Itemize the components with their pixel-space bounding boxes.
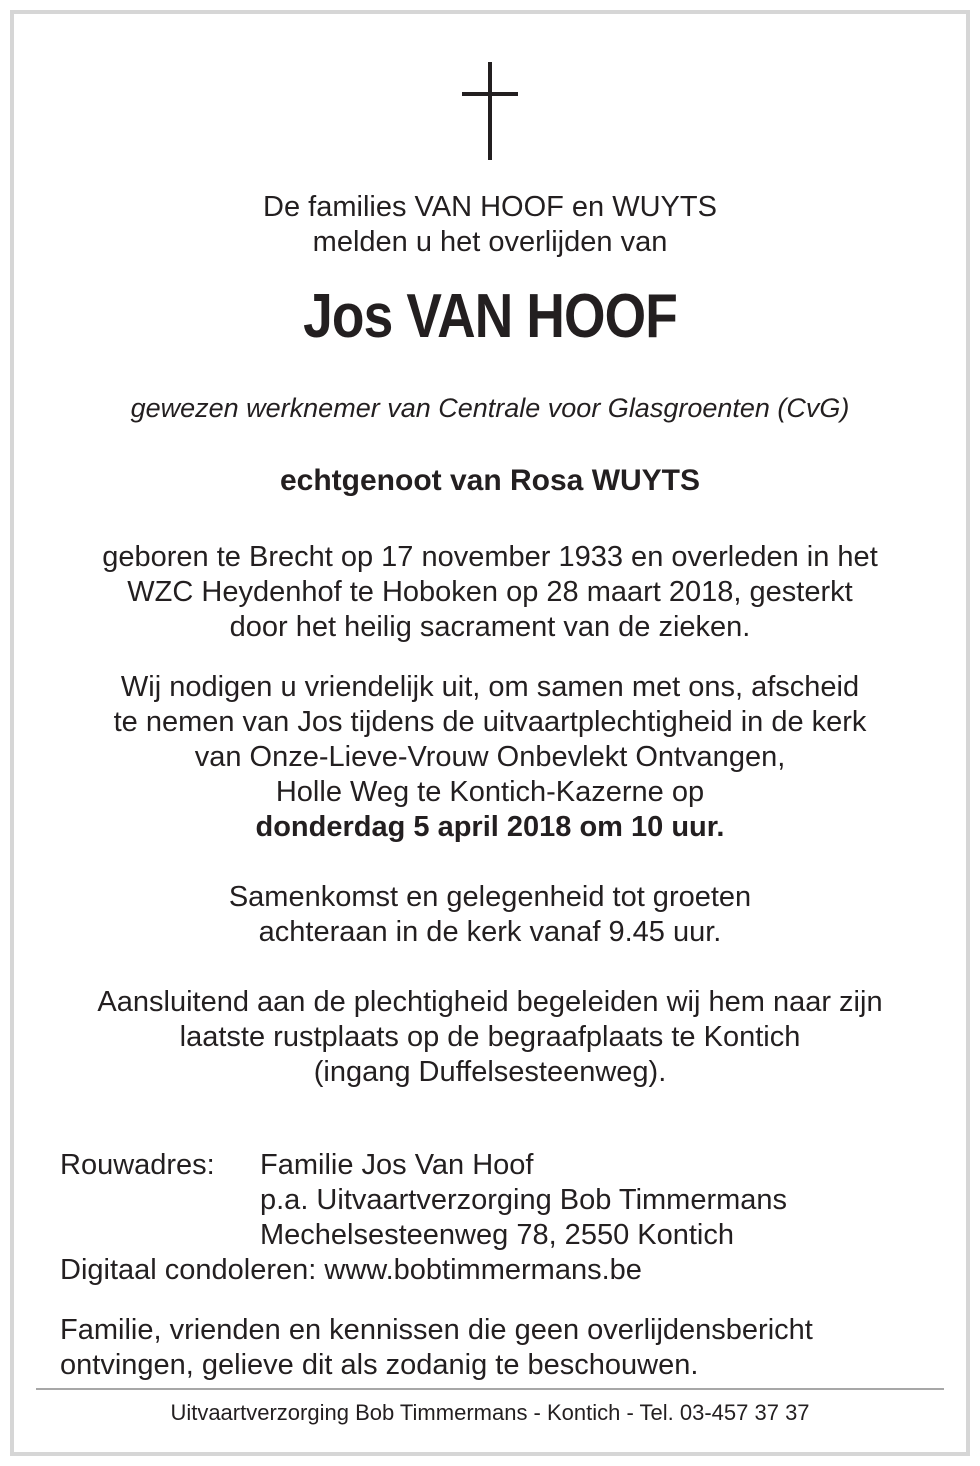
birth-death-line-1: geboren te Brecht op 17 november 1933 en overleden in het bbox=[102, 541, 878, 573]
footer-text: Uitvaartverzorging Bob Timmermans - Kontich - Tel. 03-457 37 37 bbox=[170, 1400, 810, 1425]
footer-divider bbox=[36, 1388, 944, 1390]
notice-line-1: Familie, vrienden en kennissen die geen overlijdensbericht bbox=[60, 1314, 813, 1346]
invitation-line-2: te nemen van Jos tijdens de uitvaartplechtigheid in de kerk bbox=[113, 706, 867, 738]
invitation-line-4: Holle Weg te Kontich-Kazerne op bbox=[275, 776, 705, 808]
intro-line-1: De families VAN HOOF en WUYTS bbox=[263, 191, 717, 223]
funeral-date-time: donderdag 5 april 2018 om 10 uur. bbox=[255, 811, 725, 843]
address-line-2: p.a. Uitvaartverzorging Bob Timmermans bbox=[260, 1184, 788, 1216]
address-label: Rouwadres: bbox=[60, 1149, 215, 1181]
deceased-name: Jos VAN HOOF bbox=[303, 282, 677, 351]
invitation-line-1: Wij nodigen u vriendelijk uit, om samen met ons, afscheid bbox=[120, 671, 860, 703]
birth-death-line-2: WZC Heydenhof te Hoboken op 28 maart 2018, gesterkt bbox=[127, 576, 853, 608]
spouse: echtgenoot van Rosa WUYTS bbox=[279, 464, 701, 497]
address-line-1: Familie Jos Van Hoof bbox=[260, 1149, 534, 1181]
invitation-line-3: van Onze-Lieve-Vrouw Onbevlekt Ontvangen, bbox=[194, 741, 786, 773]
intro-line-2: melden u het overlijden van bbox=[312, 226, 668, 258]
burial-line-3: (ingang Duffelsesteenweg). bbox=[313, 1056, 667, 1088]
address-block bbox=[260, 1148, 787, 1253]
online-condolence: Digitaal condoleren: www.bobtimmermans.be bbox=[60, 1254, 642, 1286]
notice-line-2: ontvingen, gelieve dit als zodanig te beschouwen. bbox=[60, 1349, 699, 1381]
burial-line-2: laatste rustplaats op de begraafplaats te Kontich bbox=[179, 1021, 801, 1053]
burial-line-1: Aansluitend aan de plechtigheid begeleiden wij hem naar zijn bbox=[97, 986, 883, 1018]
cross-icon bbox=[460, 62, 520, 160]
gathering-line-2: achteraan in de kerk vanaf 9.45 uur. bbox=[258, 916, 722, 948]
birth-death-line-3: door het heilig sacrament van de zieken. bbox=[229, 611, 751, 643]
gathering-line-1: Samenkomst en gelegenheid tot groeten bbox=[228, 881, 752, 913]
occupation: gewezen werknemer van Centrale voor Glasgroenten (CvG) bbox=[130, 393, 850, 423]
address-line-3: Mechelsesteenweg 78, 2550 Kontich bbox=[260, 1219, 734, 1251]
